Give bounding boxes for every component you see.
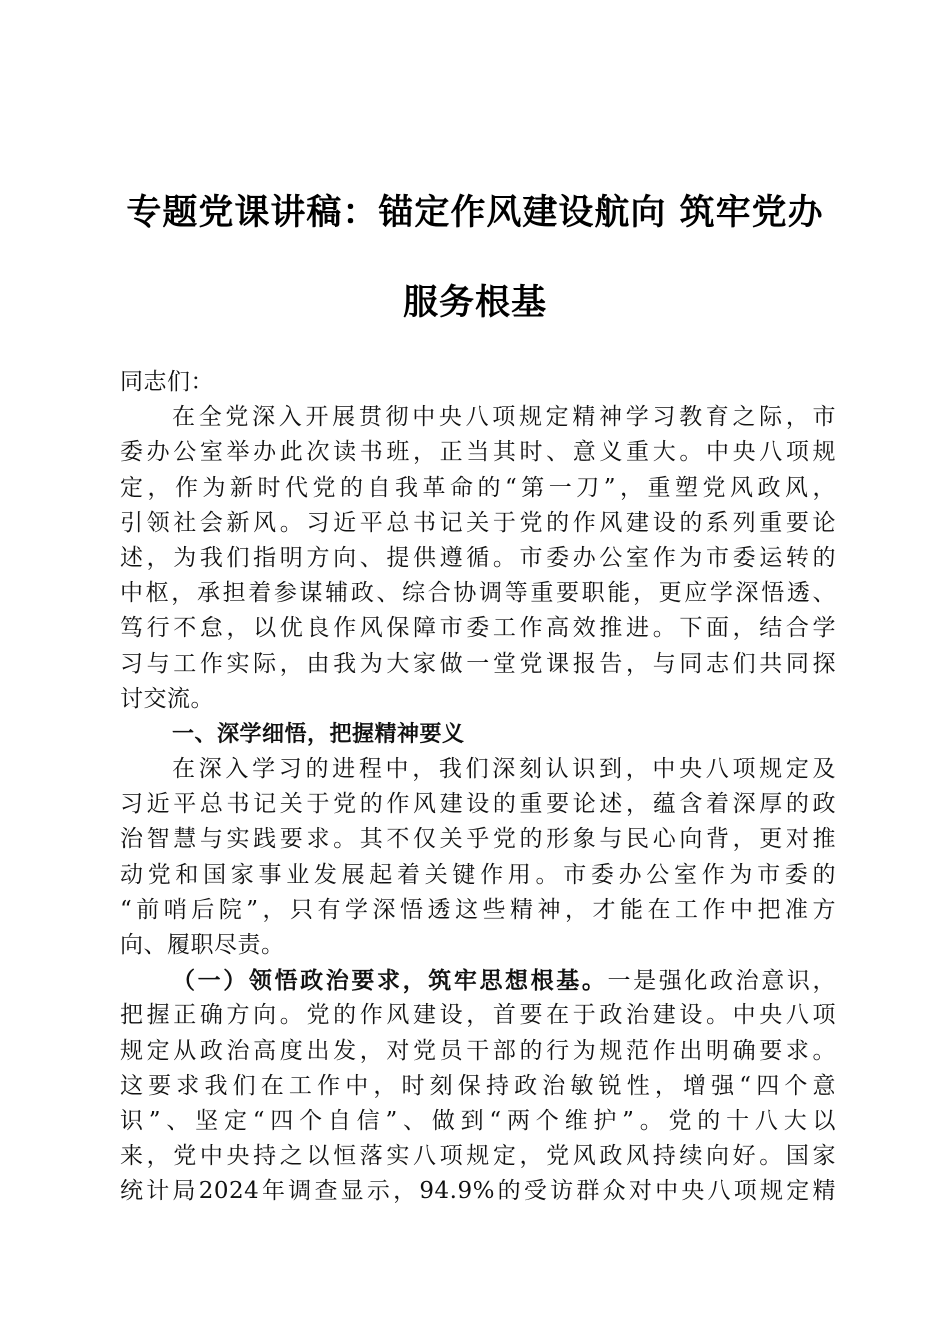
- paragraph-line: 来，党中央持之以恒落实八项规定，党风政风持续向好。国家: [120, 1143, 836, 1170]
- title-line-2: 服务根基: [402, 283, 547, 323]
- paragraph-line: 统计局2024年调查显示，94.9%的受访群众对中央八项规定精: [120, 1178, 836, 1205]
- paragraph-line: 这要求我们在工作中，时刻保持政治敏锐性，增强“四个意: [120, 1072, 836, 1099]
- paragraph-line: 在深入学习的进程中，我们深刻认识到，中央八项规定及: [172, 756, 836, 783]
- intro-paragraph: [120, 400, 836, 717]
- paragraph-line: 习与工作实际，由我为大家做一堂党课报告，与同志们共同探: [120, 650, 836, 677]
- paragraph-line: 习近平总书记关于党的作风建设的重要论述，蕴含着深厚的政: [120, 791, 836, 818]
- paragraph-line: 述，为我们指明方向、提供遵循。市委办公室作为市委运转的: [120, 544, 836, 571]
- paragraph-line: 定，作为新时代党的自我革命的“第一刀”，重塑党风政风，: [120, 474, 836, 501]
- subsection-heading: （一）领悟政治要求，筑牢思想根基。: [172, 967, 608, 995]
- section1-paragraph: [120, 752, 836, 963]
- paragraph-line: [120, 963, 836, 998]
- salutation: 同志们：: [120, 369, 214, 395]
- paragraph-line: 讨交流。: [120, 685, 214, 712]
- paragraph-line: 委办公室举办此次读书班，正当其时、意义重大。中央八项规: [120, 439, 836, 466]
- paragraph-line: 动党和国家事业发展起着关键作用。市委办公室作为市委的: [120, 861, 836, 888]
- paragraph-line: 引领社会新风。习近平总书记关于党的作风建设的系列重要论: [120, 509, 836, 536]
- paragraph-line: 把握正确方向。党的作风建设，首要在于政治建设。中央八项: [120, 1002, 836, 1029]
- title-line-1: 专题党课讲稿：锚定作风建设航向 筑牢党办: [126, 193, 824, 233]
- paragraph-line: 治智慧与实践要求。其不仅关乎党的形象与民心向背，更对推: [120, 826, 836, 853]
- document-body: [120, 365, 836, 1210]
- paragraph-line: 向、履职尽责。: [120, 932, 285, 958]
- paragraph-line: 在全党深入开展贯彻中央八项规定精神学习教育之际，市: [172, 404, 836, 431]
- document-title: [100, 168, 850, 348]
- section-heading: 一、深学细悟，把握精神要义: [172, 721, 465, 747]
- paragraph-text: 一是强化政治意识，: [607, 968, 837, 995]
- paragraph-line: 识”、坚定“四个自信”、做到“两个维护”。党的十八大以: [120, 1107, 836, 1134]
- paragraph-line: 笃行不怠，以优良作风保障市委工作高效推进。下面，结合学: [120, 615, 836, 642]
- paragraph-line: 规定从政治高度出发，对党员干部的行为规范作出明确要求。: [120, 1037, 836, 1064]
- subsection1-paragraph: [120, 963, 836, 1209]
- paragraph-line: “前哨后院”，只有学深悟透这些精神，才能在工作中把准方: [120, 896, 836, 923]
- paragraph-line: 中枢，承担着参谋辅政、综合协调等重要职能，更应学深悟透、: [120, 580, 836, 607]
